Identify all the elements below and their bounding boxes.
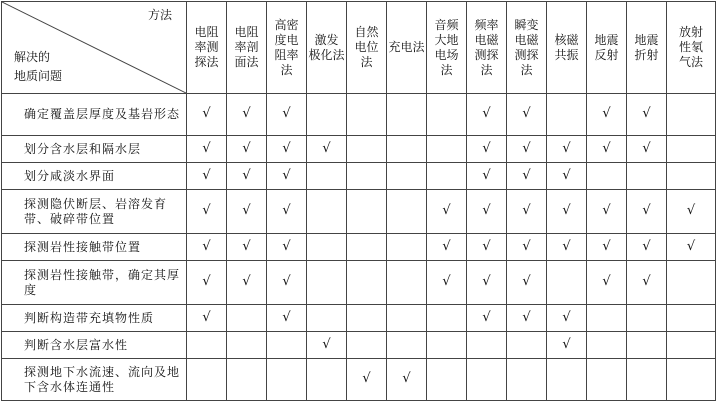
method-header-line: 电磁 <box>514 32 539 47</box>
check-mark-cell: √ <box>627 234 667 261</box>
method-header-line: 共振 <box>554 47 579 62</box>
empty-cell <box>547 359 587 401</box>
method-header-line: 核磁 <box>554 32 579 47</box>
check-mark-cell: √ <box>467 136 507 163</box>
problem-cell: 判断含水层富水性 <box>2 332 187 359</box>
empty-cell <box>667 359 716 401</box>
method-header-line: 气法 <box>678 55 703 69</box>
check-mark-cell: √ <box>227 261 267 305</box>
check-mark-cell: √ <box>267 234 307 261</box>
problem-cell: 确定覆盖层厚度及基岩形态 <box>2 94 187 136</box>
empty-cell <box>347 190 387 234</box>
method-header-line: 音频 <box>434 17 459 32</box>
check-mark-cell: √ <box>547 234 587 261</box>
empty-cell <box>387 190 427 234</box>
empty-cell <box>667 136 716 163</box>
method-header-line: 电位 <box>354 40 379 54</box>
method-header-line: 折射 <box>634 47 659 62</box>
method-header-line: 大地 <box>434 32 459 47</box>
check-mark-cell: √ <box>507 234 547 261</box>
problem-cell: 探测隐伏断层、岩溶发育带、破碎带位置 <box>2 190 187 234</box>
table-row <box>2 234 716 261</box>
empty-cell <box>467 359 507 401</box>
check-mark-cell: √ <box>547 332 587 359</box>
check-mark-cell: √ <box>467 163 507 190</box>
check-mark-cell: √ <box>587 261 627 305</box>
empty-cell <box>587 305 627 332</box>
method-header-line: 充电法 <box>388 40 425 54</box>
method-header <box>187 2 227 94</box>
problem-label-line: 解决的 <box>14 50 51 64</box>
empty-cell <box>347 163 387 190</box>
problem-label-line: 地质问题 <box>14 69 63 83</box>
method-header <box>667 2 716 94</box>
method-header-line: 反射 <box>594 47 619 62</box>
empty-cell <box>227 332 267 359</box>
method-header <box>547 2 587 94</box>
check-mark-cell: √ <box>547 163 587 190</box>
method-header-line: 电磁 <box>474 32 499 47</box>
method-header-line: 度电 <box>274 32 299 47</box>
check-mark-cell: √ <box>667 190 716 234</box>
check-mark-cell: √ <box>307 136 347 163</box>
method-header <box>587 2 627 94</box>
check-mark-cell: √ <box>267 136 307 163</box>
method-header-line: 探法 <box>194 55 219 69</box>
empty-cell <box>667 332 716 359</box>
empty-cell <box>267 332 307 359</box>
method-header-line: 激发 <box>314 32 339 47</box>
empty-cell <box>387 163 427 190</box>
check-mark-cell: √ <box>347 359 387 401</box>
method-header-line: 自然 <box>354 25 379 39</box>
method-header <box>387 2 427 94</box>
empty-cell <box>307 94 347 136</box>
method-header-line: 法 <box>520 62 533 77</box>
check-mark-cell: √ <box>627 94 667 136</box>
check-mark-cell: √ <box>627 190 667 234</box>
empty-cell <box>347 305 387 332</box>
check-mark-cell: √ <box>587 136 627 163</box>
empty-cell <box>387 136 427 163</box>
check-mark-cell: √ <box>507 305 547 332</box>
check-mark-cell: √ <box>427 190 467 234</box>
empty-cell <box>387 94 427 136</box>
problem-cell: 判断构造带充填物性质 <box>2 305 187 332</box>
empty-cell <box>347 234 387 261</box>
check-mark-cell: √ <box>467 305 507 332</box>
empty-cell <box>347 136 387 163</box>
check-mark-cell: √ <box>187 261 227 305</box>
check-mark-cell: √ <box>187 94 227 136</box>
empty-cell <box>467 332 507 359</box>
method-label: 方法 <box>147 8 172 22</box>
table-row <box>2 94 716 136</box>
method-header-line: 性氡 <box>678 40 703 54</box>
table-row <box>2 332 716 359</box>
empty-cell <box>627 359 667 401</box>
method-header <box>467 2 507 94</box>
empty-cell <box>427 94 467 136</box>
check-mark-cell: √ <box>387 359 427 401</box>
empty-cell <box>667 94 716 136</box>
empty-cell <box>267 359 307 401</box>
empty-cell <box>547 261 587 305</box>
check-mark-cell: √ <box>467 94 507 136</box>
method-header-line: 电场 <box>434 47 459 62</box>
method-header <box>507 2 547 94</box>
check-mark-cell: √ <box>467 234 507 261</box>
method-header-line: 法 <box>480 62 493 77</box>
check-mark-cell: √ <box>267 261 307 305</box>
check-mark-cell: √ <box>467 190 507 234</box>
method-header-line: 阻率 <box>274 47 299 62</box>
check-mark-cell: √ <box>547 305 587 332</box>
empty-cell <box>227 359 267 401</box>
method-header-line: 率剖 <box>234 40 259 54</box>
empty-cell <box>347 94 387 136</box>
empty-cell <box>387 234 427 261</box>
empty-cell <box>347 261 387 305</box>
problem-cell: 探测岩性接触带位置 <box>2 234 187 261</box>
method-header-line: 高密 <box>274 17 299 32</box>
method-header-line: 电阻 <box>194 25 219 39</box>
empty-cell <box>187 332 227 359</box>
empty-cell <box>187 359 227 401</box>
header-row <box>2 2 716 94</box>
problem-label <box>14 48 62 86</box>
table-row <box>2 136 716 163</box>
check-mark-cell: √ <box>267 94 307 136</box>
empty-cell <box>347 332 387 359</box>
empty-cell <box>667 261 716 305</box>
check-mark-cell: √ <box>227 234 267 261</box>
check-mark-cell: √ <box>307 332 347 359</box>
empty-cell <box>387 261 427 305</box>
empty-cell <box>427 359 467 401</box>
empty-cell <box>507 359 547 401</box>
method-header-line: 放射 <box>678 25 703 39</box>
method-header-line: 瞬变 <box>514 17 539 32</box>
check-mark-cell: √ <box>187 190 227 234</box>
problem-cell: 划分含水层和隔水层 <box>2 136 187 163</box>
check-mark-cell: √ <box>187 136 227 163</box>
empty-cell <box>387 332 427 359</box>
check-mark-cell: √ <box>187 163 227 190</box>
check-mark-cell: √ <box>507 94 547 136</box>
empty-cell <box>587 359 627 401</box>
method-header-line: 地震 <box>634 32 659 47</box>
problem-cell: 探测岩性接触带，确定其厚度 <box>2 261 187 305</box>
table-body <box>2 94 716 401</box>
empty-cell <box>427 332 467 359</box>
method-header <box>427 2 467 94</box>
empty-cell <box>587 163 627 190</box>
method-header-line: 测探 <box>474 47 499 62</box>
empty-cell <box>307 261 347 305</box>
empty-cell <box>427 163 467 190</box>
check-mark-cell: √ <box>627 136 667 163</box>
methods-table <box>1 1 716 401</box>
empty-cell <box>547 94 587 136</box>
method-header-line: 法 <box>360 55 373 69</box>
check-mark-cell: √ <box>187 305 227 332</box>
empty-cell <box>307 359 347 401</box>
method-header-line: 地震 <box>594 32 619 47</box>
empty-cell <box>627 332 667 359</box>
check-mark-cell: √ <box>267 163 307 190</box>
table-row <box>2 261 716 305</box>
check-mark-cell: √ <box>547 136 587 163</box>
empty-cell <box>227 305 267 332</box>
empty-cell <box>587 332 627 359</box>
check-mark-cell: √ <box>267 305 307 332</box>
problem-cell: 探测地下水流速、流向及地下含水体连通性 <box>2 359 187 401</box>
check-mark-cell: √ <box>507 261 547 305</box>
check-mark-cell: √ <box>227 163 267 190</box>
method-header-line: 电阻 <box>234 25 259 39</box>
empty-cell <box>387 305 427 332</box>
empty-cell <box>427 136 467 163</box>
table-row <box>2 305 716 332</box>
corner-header <box>2 2 187 94</box>
check-mark-cell: √ <box>587 234 627 261</box>
check-mark-cell: √ <box>427 261 467 305</box>
check-mark-cell: √ <box>467 261 507 305</box>
empty-cell <box>307 305 347 332</box>
method-header-line: 频率 <box>474 17 499 32</box>
empty-cell <box>307 190 347 234</box>
empty-cell <box>667 305 716 332</box>
empty-cell <box>627 305 667 332</box>
method-header <box>307 2 347 94</box>
check-mark-cell: √ <box>587 94 627 136</box>
check-mark-cell: √ <box>547 190 587 234</box>
check-mark-cell: √ <box>587 190 627 234</box>
check-mark-cell: √ <box>227 190 267 234</box>
check-mark-cell: √ <box>227 136 267 163</box>
check-mark-cell: √ <box>187 234 227 261</box>
table-row <box>2 163 716 190</box>
check-mark-cell: √ <box>227 94 267 136</box>
empty-cell <box>507 332 547 359</box>
table-row <box>2 359 716 401</box>
method-header-line: 法 <box>280 62 293 77</box>
method-header <box>627 2 667 94</box>
empty-cell <box>667 163 716 190</box>
check-mark-cell: √ <box>507 163 547 190</box>
empty-cell <box>627 163 667 190</box>
empty-cell <box>427 305 467 332</box>
empty-cell <box>307 163 347 190</box>
check-mark-cell: √ <box>627 261 667 305</box>
method-header <box>227 2 267 94</box>
check-mark-cell: √ <box>667 234 716 261</box>
check-mark-cell: √ <box>507 136 547 163</box>
check-mark-cell: √ <box>507 190 547 234</box>
empty-cell <box>307 234 347 261</box>
method-header <box>267 2 307 94</box>
check-mark-cell: √ <box>267 190 307 234</box>
problem-cell: 划分咸淡水界面 <box>2 163 187 190</box>
method-header-line: 率测 <box>194 40 219 54</box>
method-header-line: 测探 <box>514 47 539 62</box>
check-mark-cell: √ <box>427 234 467 261</box>
method-header-line: 极化法 <box>308 47 345 62</box>
method-header <box>347 2 387 94</box>
method-header-line: 面法 <box>234 55 259 69</box>
method-header-line: 法 <box>440 62 453 77</box>
table-row <box>2 190 716 234</box>
